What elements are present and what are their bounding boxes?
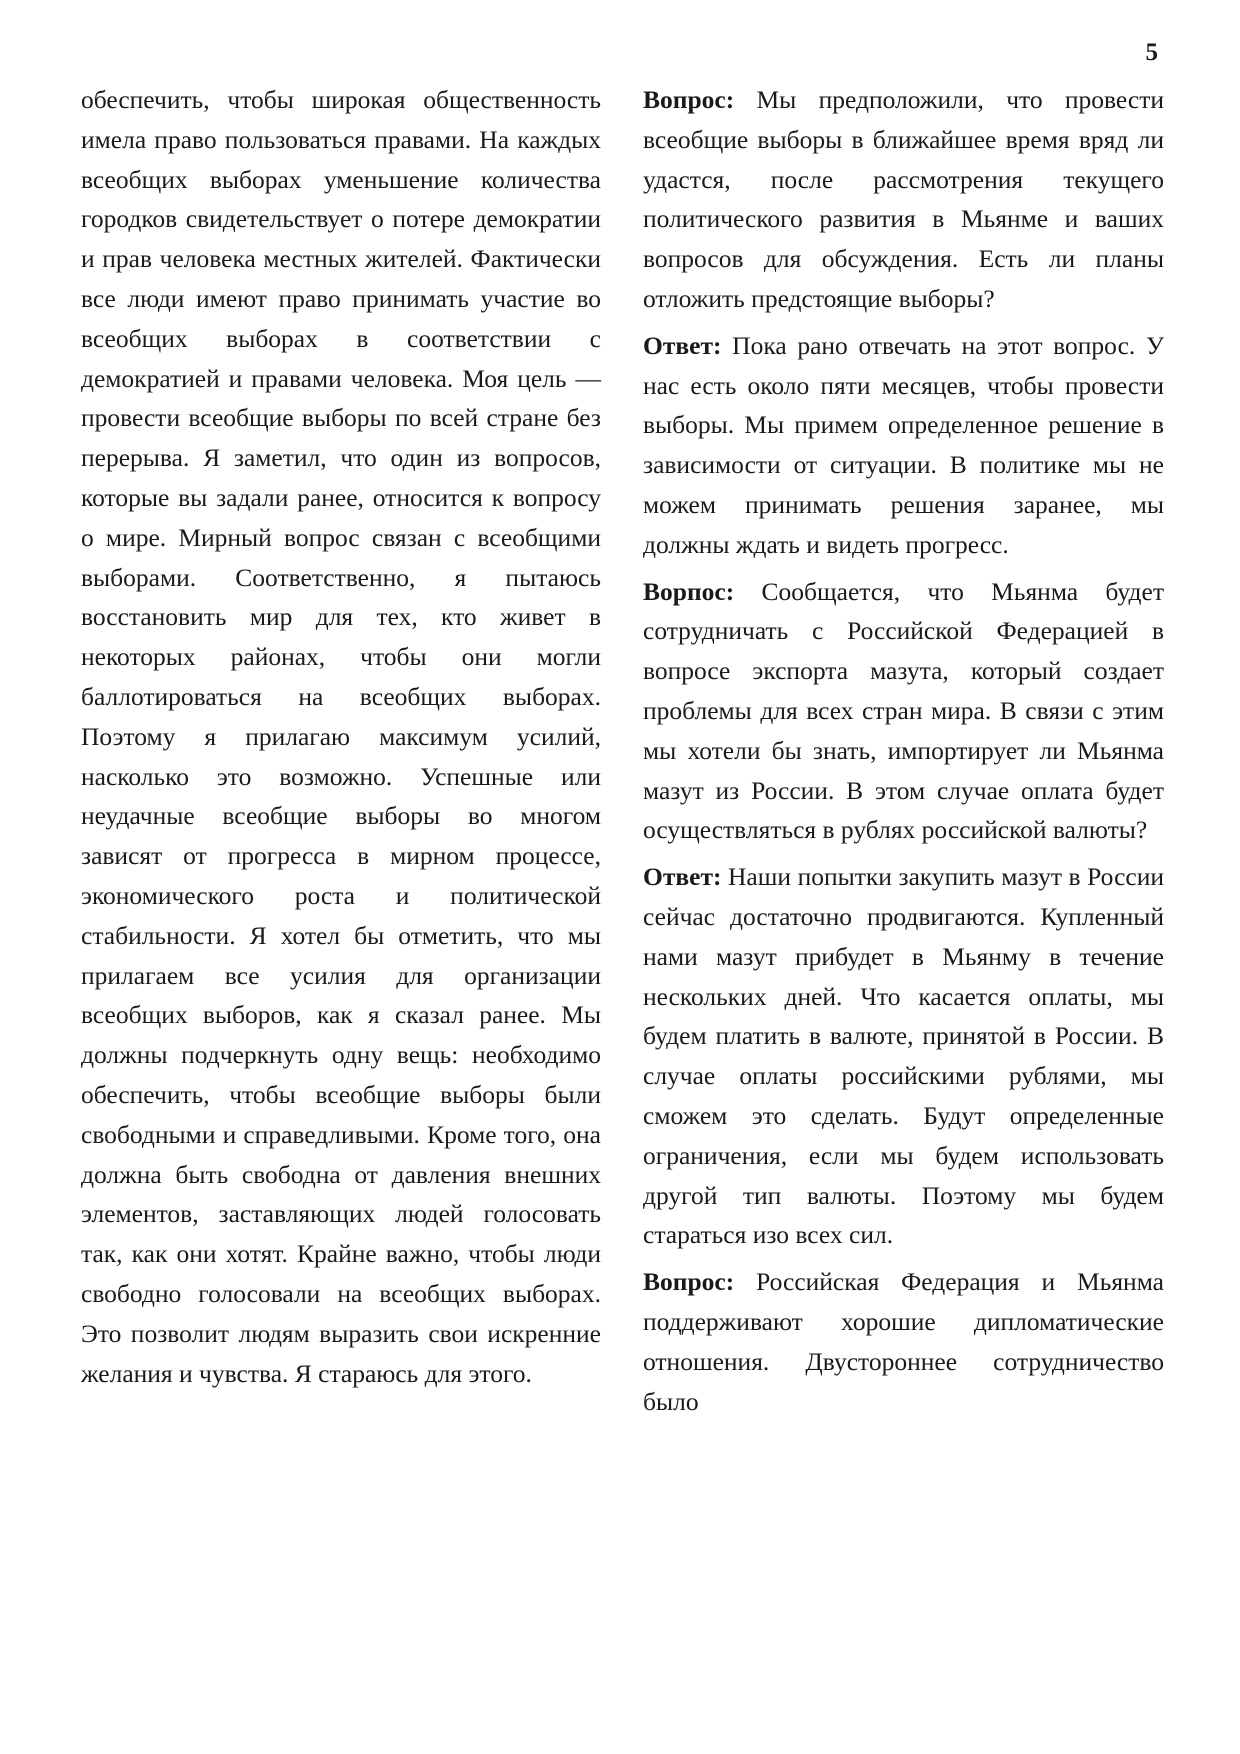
qa-label: Ворпос: (643, 576, 735, 606)
page-number: 5 (1145, 39, 1158, 66)
qa-item (643, 572, 1164, 851)
qa-item (643, 857, 1164, 1255)
qa-text: Пока рано отвечать на этот вопрос. У нас есть около пяти месяцев, чтобы провести выборы. Мы примем определенное решение в зависимости от ситуации. В политике мы не можем принимать решения заранее, мы должны ждать и видеть прогресс. (643, 330, 1164, 559)
qa-text: Российская Федерация и Мьянма поддерживают хорошие дипломатические отношения. Двустороннее сотрудничество было (643, 1267, 1164, 1416)
qa-text: Наши попытки закупить мазут в России сейчас достаточно продвигаются. Купленный нами мазут прибудет в Мьянму в течение нескольких дней. Что касается оплаты, мы будем платить в валюте, принятой в России. В случае оплаты российскими рублями, мы сможем это сделать. Будут определенные ограничения, если мы будем использовать другой тип валюты. Поэтому мы будем стараться изо всех сил. (643, 862, 1164, 1250)
qa-item (643, 326, 1164, 565)
qa-text: Мы предположили, что провести всеобщие выборы в ближайшее время вряд ли удастся, после рассмотрения текущего политического развития в Мьянме и ваших вопросов для обсуждения. Есть ли планы отложить предстоящие выборы? (643, 85, 1164, 313)
qa-item (643, 80, 1164, 319)
qa-label: Вопрос: (643, 1267, 735, 1297)
left-column (81, 80, 601, 1393)
qa-item (643, 1262, 1164, 1421)
qa-label: Вопрос: (643, 85, 735, 114)
right-column (643, 80, 1164, 1428)
left-paragraph: обеспечить, чтобы широкая общественность имела право пользоваться правами. На каждых всеобщих выборах уменьшение количества городков свидетельствует о потере демократии и прав человека местных жителей. Фактически все люди имеют право принимать участие во всеобщих выборах в соответствии с демократией и правами человека. Моя цель — провести всеобщие выборы по всей стране без перерыва. Я заметил, что один из вопросов, которые вы задали ранее, относится к вопросу о мире. Мирный вопрос связан с всеобщими выборами. Соответственно, я пытаюсь восстановить мир для тех, кто живет в некоторых районах, чтобы они могли баллотироваться на всеобщих выборах. Поэтому я прилагаю максимум усилий, насколько это возможно. Успешные или неудачные всеобщие выборы во многом зависят от прогресса в мирном процессе, экономического роста и политической стабильности. Я хотел бы отметить, что мы прилагаем все усилия для организации всеобщих выборов, как я сказал ранее. Мы должны подчеркнуть одну вещь: необходимо обеспечить, чтобы всеобщие выборы были свободными и справедливыми. Кроме того, она должна быть свободна от давления внешних элементов, заставляющих людей голосовать так, как они хотят. Крайне важно, чтобы люди свободно голосовали на всеобщих выборах. Это позволит людям выразить свои искренние желания и чувства. Я стараюсь для этого. (81, 85, 601, 1388)
qa-text: Сообщается, что Мьянма будет сотрудничать с Российской Федерацией в вопросе экспорта мазута, который создает проблемы для всех стран мира. В связи с этим мы хотели бы знать, импортирует ли Мьянма мазут из России. В этом случае оплата будет осуществляться в рублях российской валюты? (643, 576, 1164, 845)
qa-label: Ответ: (643, 330, 722, 360)
qa-label: Ответ: (643, 862, 722, 892)
